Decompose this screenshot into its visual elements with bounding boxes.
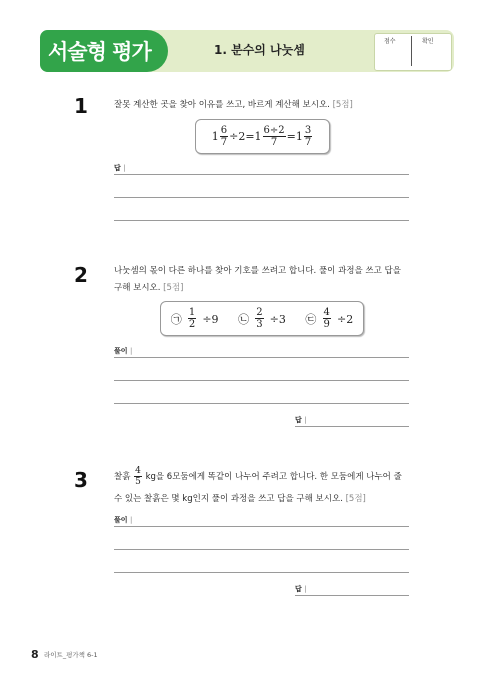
question-2-answer-label xyxy=(295,415,307,425)
question-3-answer-label xyxy=(295,584,307,594)
question-2-points: [5점] xyxy=(163,283,184,293)
question-3-text xyxy=(114,466,419,510)
option-fraction xyxy=(255,307,263,330)
unit-title: 1. 분수의 나눗셈 xyxy=(214,43,305,57)
question-2-options-box xyxy=(160,301,364,336)
option-denominator: 2 xyxy=(188,319,196,330)
option-marker: ㉡ xyxy=(238,313,250,326)
question-1-prompt: 잘못 계산한 곳을 찾아 이유를 쓰고, 바르게 계산해 보시오. xyxy=(114,100,330,110)
question-2-text xyxy=(114,263,414,297)
question-3-number: 3 xyxy=(74,468,88,492)
question-1-answer-label xyxy=(114,163,126,173)
option-numerator: 2 xyxy=(256,307,263,318)
formula-denominator-2: 7 xyxy=(270,137,278,148)
option-operator: ÷2 xyxy=(336,313,354,326)
question-3-denominator: 5 xyxy=(135,477,141,487)
solution-label-text: 풀이 xyxy=(114,516,128,524)
question-2-solution-line-2[interactable] xyxy=(114,380,409,381)
question-2-number: 2 xyxy=(74,263,88,287)
question-3-fraction xyxy=(134,466,142,487)
option-giyeok xyxy=(171,307,219,330)
question-3-prompt-line-1: kg을 6모둠에게 똑같이 나누어 주려고 합니다. 한 모둠에게 나누어 줄 xyxy=(145,472,402,482)
answer-label-text: 답 xyxy=(114,164,121,172)
question-1-points: [5점] xyxy=(332,100,353,110)
question-1-answer-line-3[interactable] xyxy=(114,220,409,221)
question-3-answer-line[interactable] xyxy=(295,595,409,596)
page-number: 8 xyxy=(31,648,39,661)
question-1-text xyxy=(114,97,353,114)
question-2-solution-line-3[interactable] xyxy=(114,403,409,404)
question-3-prompt-line-1-wrap xyxy=(114,466,419,488)
label-separator: | xyxy=(304,585,307,593)
option-operator: ÷9 xyxy=(202,313,219,326)
question-2-solution-line-1[interactable] xyxy=(114,357,409,358)
formula-numerator-2: 6÷2 xyxy=(263,125,285,136)
question-3-solution-line-2[interactable] xyxy=(114,549,409,550)
formula-whole-2: 1 xyxy=(254,130,262,143)
label-separator: | xyxy=(304,416,307,424)
formula-fraction-3 xyxy=(304,125,312,148)
answer-label-text: 답 xyxy=(295,585,302,593)
option-marker: ㉢ xyxy=(305,313,317,326)
formula-fraction-2 xyxy=(263,125,286,148)
question-3-prompt-prefix: 찰흙 xyxy=(114,472,131,482)
formula-operator-2: = xyxy=(286,130,296,143)
option-fraction xyxy=(323,307,331,330)
formula-whole-1: 1 xyxy=(211,130,219,143)
question-1-formula-box xyxy=(195,119,330,154)
formula-denominator-3: 7 xyxy=(304,137,312,148)
formula-numerator-1: 6 xyxy=(220,125,228,136)
formula-whole-3: 1 xyxy=(295,130,303,143)
option-fraction xyxy=(188,307,196,330)
question-1-answer-line-2[interactable] xyxy=(114,197,409,198)
confirm-label: 확인 xyxy=(422,38,434,45)
question-2-prompt-line-2-wrap xyxy=(114,280,414,297)
option-nieun xyxy=(238,307,286,330)
question-3-points: [5점] xyxy=(345,494,366,504)
question-2-prompt-line-1: 나눗셈의 몫이 다른 하나를 찾아 기호를 쓰려고 합니다. 풀이 과정을 쓰고 답을 xyxy=(114,266,401,276)
option-numerator: 4 xyxy=(323,307,330,318)
question-2-solution-label xyxy=(114,346,132,356)
page-title: 서술형 평가 xyxy=(48,40,151,64)
question-3-solution-label xyxy=(114,515,132,525)
option-denominator: 3 xyxy=(256,319,263,330)
question-2-prompt-line-2: 구해 보시오. xyxy=(114,283,161,293)
question-3-solution-line-3[interactable] xyxy=(114,572,409,573)
option-digeut xyxy=(305,307,353,330)
option-denominator: 9 xyxy=(323,319,330,330)
question-2-answer-line[interactable] xyxy=(295,426,409,427)
question-3-numerator: 4 xyxy=(135,466,141,476)
question-1-number: 1 xyxy=(74,94,88,118)
score-label: 점수 xyxy=(384,38,396,45)
formula-fraction-1 xyxy=(220,125,228,148)
option-numerator: 1 xyxy=(188,307,196,318)
answer-label-text: 답 xyxy=(295,416,302,424)
label-separator: | xyxy=(129,347,133,355)
formula-denominator-1: 7 xyxy=(220,137,228,148)
formula-numerator-3: 3 xyxy=(304,125,312,136)
question-3-solution-line-1[interactable] xyxy=(114,526,409,527)
formula-operator-1: ÷2= xyxy=(229,130,255,143)
score-box-divider xyxy=(411,36,412,66)
label-separator: | xyxy=(123,164,126,172)
solution-label-text: 풀이 xyxy=(114,347,128,355)
option-marker: ㉠ xyxy=(170,313,182,326)
question-3-prompt-line-2: 수 있는 찰흙은 몇 kg인지 풀이 과정을 쓰고 답을 구해 보시오. xyxy=(114,494,343,504)
label-separator: | xyxy=(129,516,133,524)
option-operator: ÷3 xyxy=(269,313,286,326)
question-3-prompt-line-2-wrap xyxy=(114,488,419,510)
question-1-answer-line-1[interactable] xyxy=(114,174,409,175)
footer-text: 라이트_평가책 6-1 xyxy=(44,651,98,659)
